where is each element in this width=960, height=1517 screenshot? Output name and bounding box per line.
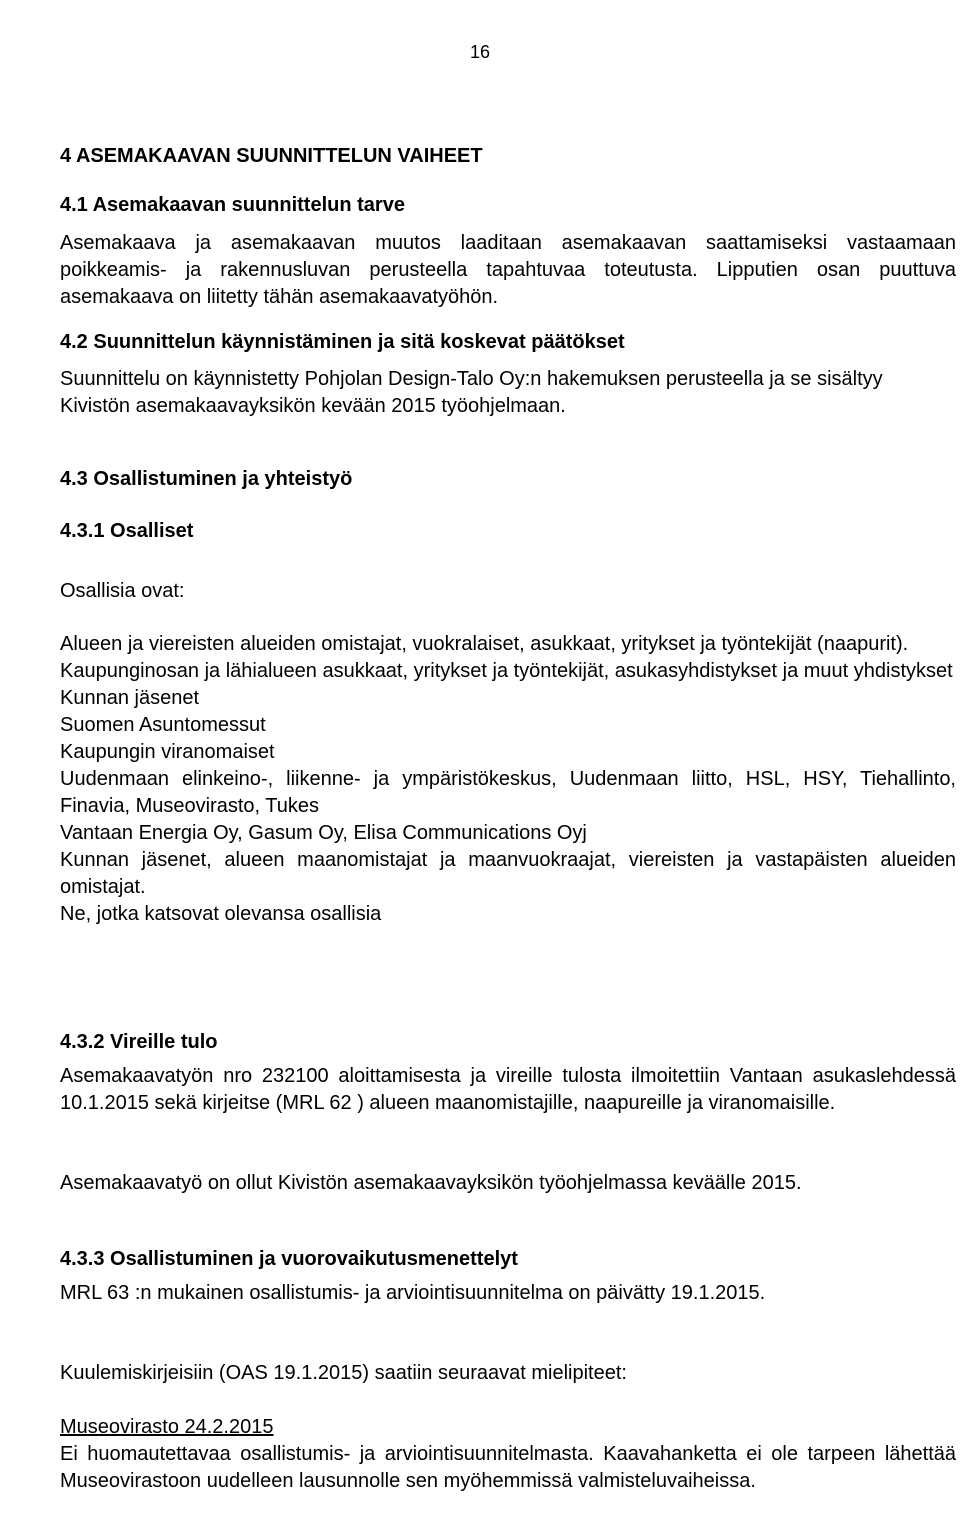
page-header: [0, 0, 960, 46]
section-4-3-2-paragraph-2: Asemakaavatyö on ollut Kivistön asemakaavayksikön työohjelmassa keväälle 2015.: [60, 1172, 802, 1194]
opinion-title: Museovirasto 24.2.2015: [60, 1416, 274, 1438]
list-item: Kaupunginosan ja lähialueen asukkaat, yritykset ja työntekijät, asukasyhdistykset ja muut yhdistykset: [60, 660, 953, 682]
list-item: Kaupungin viranomaiset: [60, 741, 275, 763]
section-4-1-body: Asemakaava ja asemakaavan muutos laaditaan asemakaavan saattamiseksi vastaamaan poikkeamis- ja rakennusluvan perusteella tapahtuvaa toteutusta. Lipputien osan puuttuva asemakaava on liitetty tähän asemakaavatyöhön.: [60, 232, 956, 308]
list-item: Vantaan Energia Oy, Gasum Oy, Elisa Communications Oyj: [60, 822, 587, 844]
stakeholders-list: [60, 631, 956, 928]
list-item: Suomen Asuntomessut: [60, 714, 266, 736]
section-4-3-2-heading: 4.3.2 Vireille tulo: [60, 1031, 218, 1053]
stakeholders-intro: Osallisia ovat:: [60, 580, 185, 602]
section-4-3-3-heading: 4.3.3 Osallistuminen ja vuorovaikutusmenettelyt: [60, 1248, 518, 1270]
list-item: Ne, jotka katsovat olevansa osallisia: [60, 903, 382, 925]
section-4-3-1-heading: 4.3.1 Osalliset: [60, 520, 194, 542]
section-4-3-2-paragraph-1: Asemakaavatyön nro 232100 aloittamisesta ja vireille tulosta ilmoitettiin Vantaan asukaslehdessä 10.1.2015 sekä kirjeitse (MRL 62 ) alueen maanomistajille, naapureille ja viranomaisille.: [60, 1065, 956, 1114]
section-4-3-3-paragraph-2: Kuulemiskirjeisiin (OAS 19.1.2015) saatiin seuraavat mielipiteet:: [60, 1362, 627, 1384]
section-4-1-heading: 4.1 Asemakaavan suunnittelun tarve: [60, 194, 405, 216]
opinion-body: Ei huomautettavaa osallistumis- ja arviointisuunnitelmasta. Kaavahanketta ei ole tarpeen lähettää Museovirastoon uudelleen lausunnolle sen myöhemmissä valmisteluvaiheissa.: [60, 1443, 956, 1492]
section-4-3-3-paragraph-1: MRL 63 :n mukainen osallistumis- ja arviointisuunnitelma on päivätty 19.1.2015.: [60, 1282, 766, 1304]
list-item: Kunnan jäsenet, alueen maanomistajat ja maanvuokraajat, viereisten ja vastapäisten alueiden omistajat.: [60, 849, 956, 898]
section-4-3-heading: 4.3 Osallistuminen ja yhteistyö: [60, 468, 353, 490]
list-item: Alueen ja viereisten alueiden omistajat, vuokralaiset, asukkaat, yritykset ja työntekijät (naapurit).: [60, 633, 909, 655]
list-item: Uudenmaan elinkeino-, liikenne- ja ympäristökeskus, Uudenmaan liitto, HSL, HSY, Tiehallinto, Finavia, Museovirasto, Tukes: [60, 768, 956, 817]
header-line-1: Kivistö, Asemakaava- ja asemakaavan muutosehdotus, Kivistö, Kaavanro: 232100,: [149, 1, 811, 21]
section-4-2-heading: 4.2 Suunnittelun käynnistäminen ja sitä koskevat päätökset: [60, 331, 625, 353]
section-4-2-body: Suunnittelu on käynnistetty Pohjolan Design-Talo Oy:n hakemuksen perusteella ja se sisältyy Kivistön asemakaavayksikön kevään 2015 työohjelmaan.: [60, 368, 883, 417]
page-number: 16: [469, 42, 491, 62]
section-4-heading: 4 ASEMAKAAVAN SUUNNITTELUN VAIHEET: [60, 145, 483, 167]
header-line-2: Kaavaselostus 18.5.2015, 5.10.2015 tarkistettu: [292, 24, 668, 44]
list-item: Kunnan jäsenet: [60, 687, 200, 709]
